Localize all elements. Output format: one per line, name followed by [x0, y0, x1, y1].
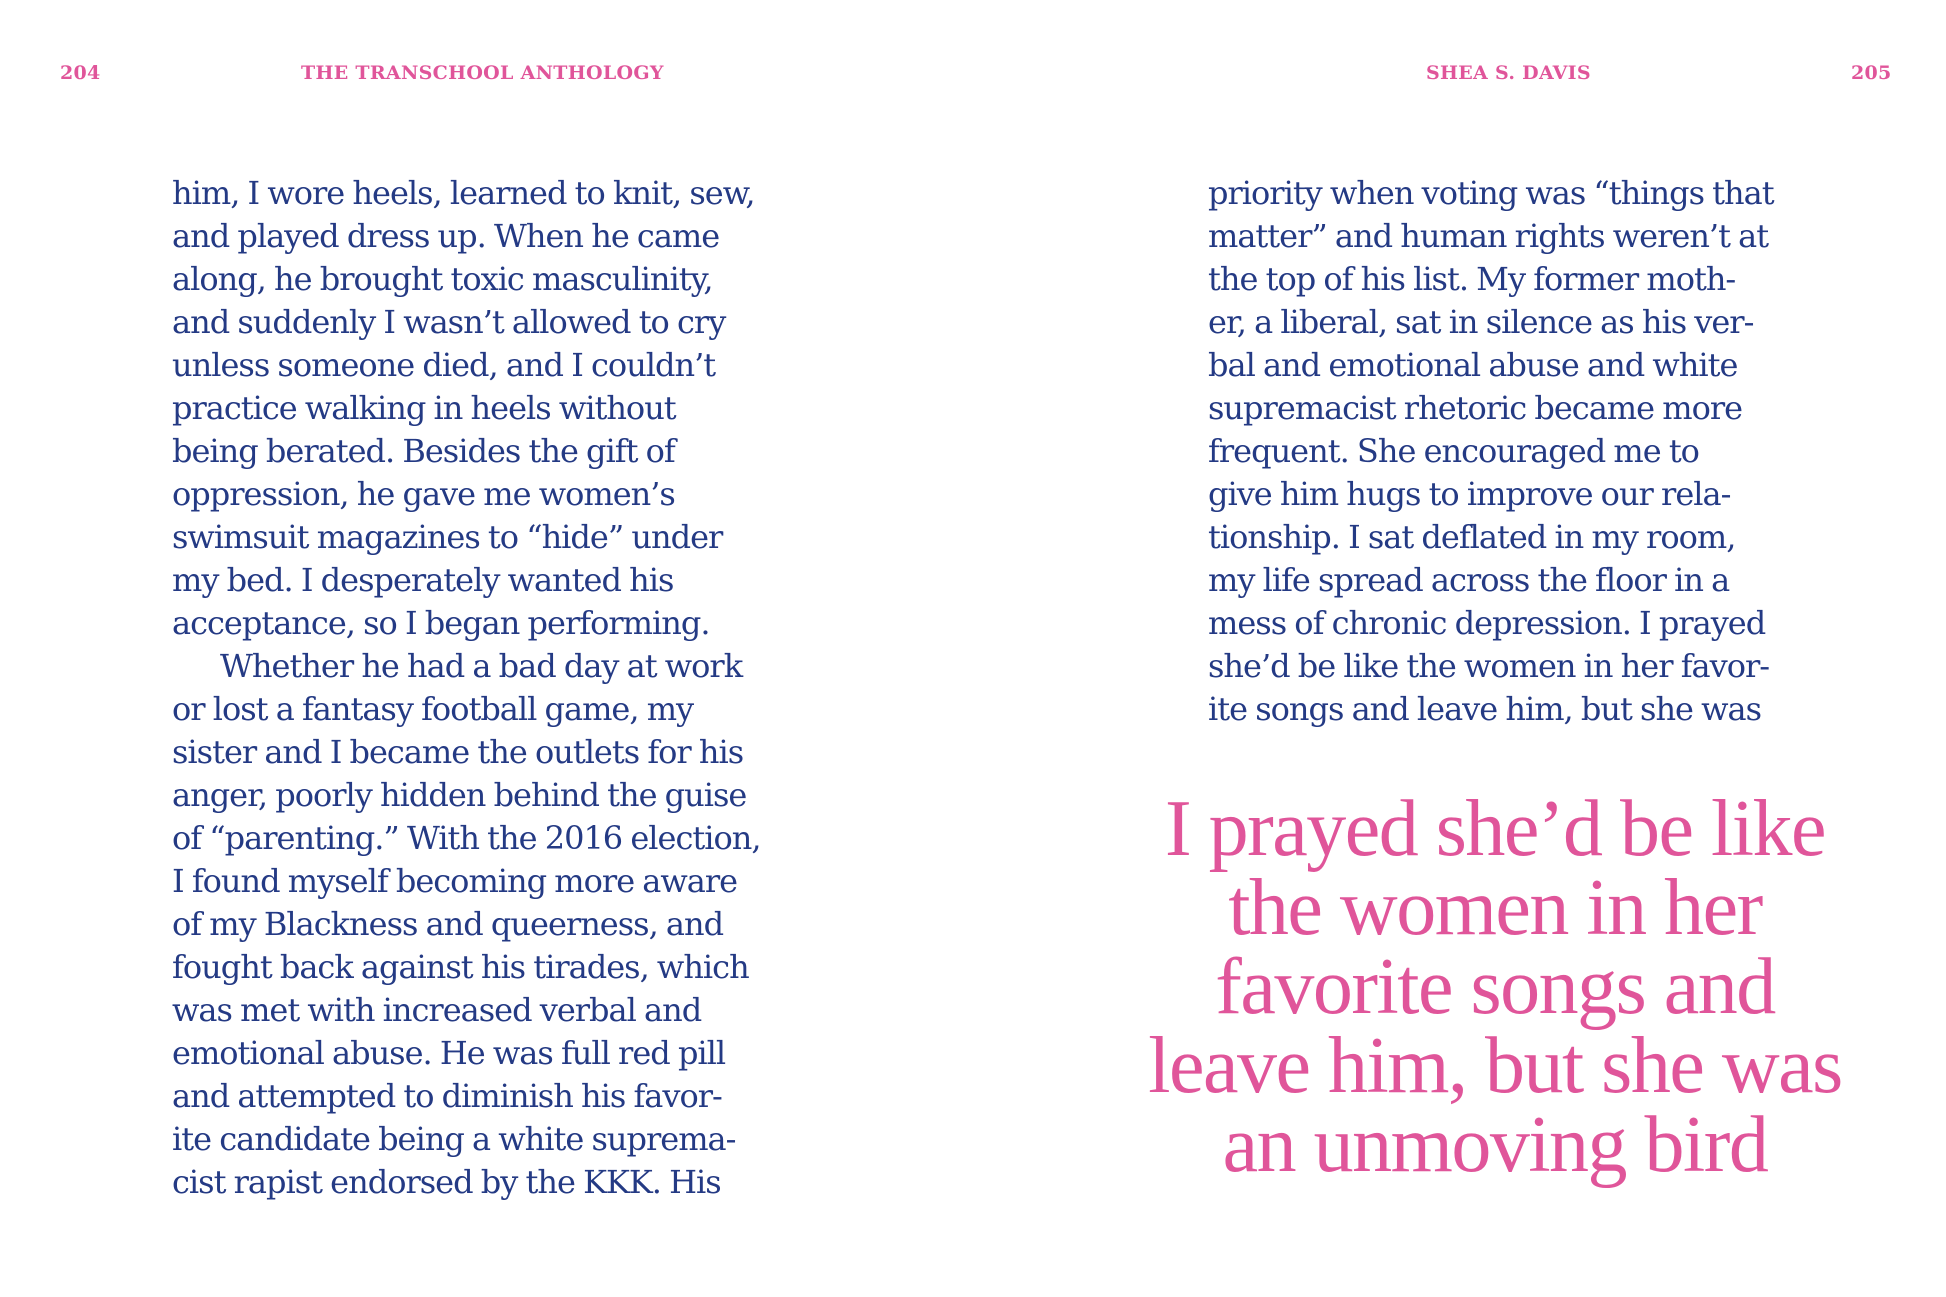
body-line: bal and emotional abuse and white [1208, 346, 1738, 384]
body-line: er, a liberal, sat in silence as his ver- [1208, 303, 1754, 341]
pull-quote-line: the women in her [1228, 864, 1762, 952]
body-line: priority when voting was “things that [1208, 174, 1774, 212]
pull-quote-line: an unmoving bird [1222, 1101, 1768, 1189]
body-line: I found myself becoming more aware [172, 862, 738, 900]
running-head-right: SHEA S. DAVIS [1426, 62, 1591, 84]
body-line: oppression, he gave me women’s [172, 475, 675, 513]
body-line: unless someone died, and I couldn’t [172, 346, 716, 384]
body-line: my life spread across the floor in a [1208, 561, 1730, 599]
body-line: and suddenly I wasn’t allowed to cry [172, 303, 726, 341]
left-page-body-text [172, 172, 761, 1204]
body-line: my bed. I desperately wanted his [172, 561, 674, 599]
body-line: supremacist rhetoric became more [1208, 389, 1743, 427]
pull-quote-line: leave him, but she was [1148, 1022, 1842, 1110]
body-line: give him hugs to improve our rela- [1208, 475, 1731, 513]
pull-quote-line: I prayed she’d be like [1164, 785, 1826, 873]
body-line: matter” and human rights weren’t at [1208, 217, 1769, 255]
page-number-left: 204 [60, 62, 101, 84]
body-line: sister and I became the outlets for his [172, 733, 744, 771]
body-line: she’d be like the women in her favor- [1208, 647, 1770, 685]
paragraph-start-line: Whether he had a bad day at work [220, 647, 743, 685]
body-line: along, he brought toxic masculinity, [172, 260, 713, 298]
body-line: and attempted to diminish his favor- [172, 1077, 722, 1115]
body-line: practice walking in heels without [172, 389, 676, 427]
body-line: emotional abuse. He was full red pill [172, 1034, 726, 1072]
body-line: acceptance, so I began performing. [172, 604, 710, 642]
body-line: ite songs and leave him, but she was [1208, 690, 1762, 728]
body-line: and played dress up. When he came [172, 217, 720, 255]
body-line: of my Blackness and queerness, and [172, 905, 724, 943]
pull-quote-line: favorite songs and [1215, 943, 1775, 1031]
page-number-right: 205 [1851, 62, 1892, 84]
body-line: ite candidate being a white suprema- [172, 1120, 736, 1158]
body-line: him, I wore heels, learned to knit, sew, [172, 174, 755, 212]
body-line: cist rapist endorsed by the KKK. His [172, 1163, 721, 1201]
body-line: fought back against his tirades, which [172, 948, 749, 986]
body-line: was met with increased verbal and [172, 991, 702, 1029]
body-line: anger, poorly hidden behind the guise [172, 776, 747, 814]
right-page-body-text [1208, 172, 1808, 731]
pull-quote [1100, 785, 1890, 1189]
body-line: or lost a fantasy football game, my [172, 690, 694, 728]
body-line: of “parenting.” With the 2016 election, [172, 819, 761, 857]
body-line: tionship. I sat deflated in my room, [1208, 518, 1736, 556]
body-line: swimsuit magazines to “hide” under [172, 518, 723, 556]
body-line: the top of his list. My former moth- [1208, 260, 1736, 298]
body-line: mess of chronic depression. I prayed [1208, 604, 1766, 642]
body-line: frequent. She encouraged me to [1208, 432, 1699, 470]
body-line: being berated. Besides the gift of [172, 432, 675, 470]
running-head-left: THE TRANSCHOOL ANTHOLOGY [301, 62, 664, 84]
